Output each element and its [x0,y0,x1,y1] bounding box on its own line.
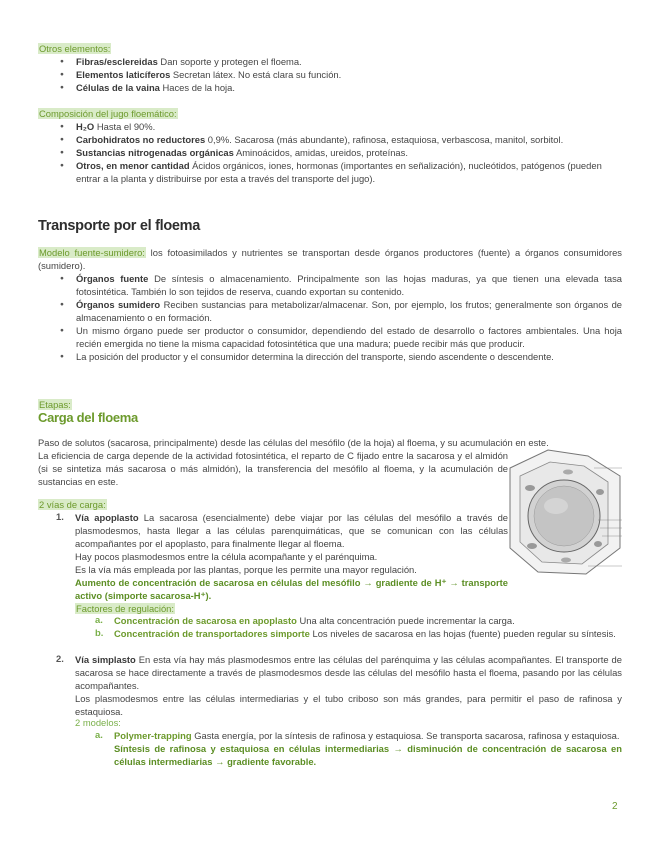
list-item: ● Elementos laticíferos Secretan látex. No está clara su función. [38,68,628,81]
via-simplasto-text: En esta vía hay más plasmodesmos entre las células del parénquima y las células acompañantes. El transporte de sacarosa se hace directamente a través de plasmodesmos desde las células del mesófilo hasta el floema, pasando por las células acompañantes. [75,654,622,691]
simplasto-line2: Los plasmodesmos entre las células intermediarias y el tubo criboso son más grandes, para permitir el paso de rafinosa y estaquiosa. [75,693,622,717]
phloem-cell-diagram [508,448,623,576]
modelos-label: 2 modelos: [75,717,121,728]
via-simplasto [38,653,622,718]
list-item: ● Otros, en menor cantidad Ácidos orgánicos, iones, hormonas (importantes en señalización), nucleótidos, patógenos (pueden entrar a la planta y distribuirse por esta a través del transporte del jugo). [38,159,628,185]
transporte-list [38,272,622,363]
apoplasto-line3: Es la vía más empleada por las plantas, porque les permite una mayor regulación. [75,564,417,575]
section-otros [38,42,628,94]
list-item: ● Células de la vaina Haces de la hoja. [38,81,628,94]
composicion-heading: Composición del jugo floemático: [39,108,177,119]
section-composicion [38,107,628,185]
list-item: ● Fibras/esclereidas Dan soporte y protegen el floema. [38,55,628,68]
composicion-list [38,120,628,185]
phloem-cell-illustration [508,448,623,576]
list-number: 2. [56,653,64,664]
modelo-label: Modelo fuente-sumidero: [39,247,145,258]
factores-list [95,614,622,640]
list-item: ● Órganos fuente De síntesis o almacenamiento. Principalmente son las hojas maduras, ya que tienen una elevada tasa fotosintética. También lo son tejidos de reserva, cuando exportan su contenido. [38,272,622,298]
carga-efficiency-paragraph: La eficiencia de carga depende de la actividad fotosintética, el reparto de C fijado entre la sacarosa y el almidón (si se sintetiza más sacarosa o más almidón), la transferencia del mesófilo al floema, y la acumulación de sustancias en este. [38,450,508,487]
apoplasto-green: Aumento de concentración de sacarosa en células del mesófilo → gradiente de H⁺ → transporte activo (simporte sacarosa-H⁺). [75,577,508,601]
modelos-label-row [75,716,121,729]
list-item: b. Concentración de transportadores simporte Los niveles de sacarosa en las hojas (fuente) pueden regular su síntesis. [95,627,616,639]
list-item: ● Un mismo órgano puede ser productor o consumidor, dependiendo del estado de desarrollo o factores ambientales. Una hoja recién emergida no tiene la misma capacidad fotosintética que una madura; puede recibir más que producir. [38,324,622,350]
vias-label: 2 vías de carga: [39,499,106,510]
list-item: ● H₂O Hasta el 90%. [38,120,628,133]
otros-heading: Otros elementos: [39,43,111,54]
section-title-transporte: Transporte por el floema [38,218,201,234]
modelos-list [95,729,622,768]
otros-list [38,55,628,94]
list-item: ● La posición del productor y el consumidor determina la dirección del transporte, siendo ascendente o descendente. [38,350,622,363]
etapas-label: Etapas: [39,399,71,410]
list-item: ● Carbohidratos no reductores 0,9%. Sacarosa (más abundante), rafinosa, estaquiosa, verbascosa, manitol, sorbitol. [38,133,628,146]
list-item: a. Polymer-trapping Gasta energía, por la síntesis de rafinosa y estaquiosa. Se transporta sacarosa, rafinosa y estaquiosa. Síntesis de rafinosa y estaquiosa en células intermediarias → disminución de concentración de sacarosa en células intermediarias → gradiente favorable. [95,729,622,767]
vias-label-row [38,498,107,511]
page-number: 2 [612,801,618,812]
list-item: a. Concentración de sacarosa en apoplasto Una alta concentración puede incrementar la carga. [95,614,515,626]
list-number: 1. [56,511,64,522]
list-item: ● Sustancias nitrogenadas orgánicas Aminoácidos, amidas, ureidos, proteínas. [38,146,628,159]
via-apoplasto-term: Vía apoplasto [75,512,139,523]
via-apoplasto-text: La sacarosa (esencialmente) debe viajar por las células del mesófilo a través de plasmodesmos, hasta llegar a las células parenquimáticas, que se comunican con las células acompañantes por el apoplasto, para finalmente llegar al floema. [75,512,509,549]
via-simplasto-term: Vía simplasto [75,654,136,665]
list-item: ● Órganos sumidero Reciben sustancias para metabolizar/almacenar. Son, por ejemplo, los frutos; generalmente son órganos de almacenamiento o en formación. [38,298,622,324]
via-apoplasto [38,511,508,602]
factores-label: Factores de regulación: [76,603,174,614]
modelo-text: los fotoasimilados y nutrientes se transportan desde órganos productores (fuente) a órganos consumidores (sumidero). [38,247,622,271]
carga-title: Carga del floema [38,410,138,425]
modelo-a-green: Síntesis de rafinosa y estaquiosa en células intermediarias → disminución de concentración de sacarosa en células intermediarias → gradiente favorable. [114,743,622,767]
apoplasto-line2: Hay pocos plasmodesmos entre la célula acompañante y el parénquima. [75,551,378,562]
section-transporte [38,246,622,363]
carga-intro-paragraph: Paso de solutos (sacarosa, principalmente) desde las células del mesófilo (de la hoja) al floema, y su acumulación en este. [38,437,549,448]
carga-intro-2 [38,449,508,488]
